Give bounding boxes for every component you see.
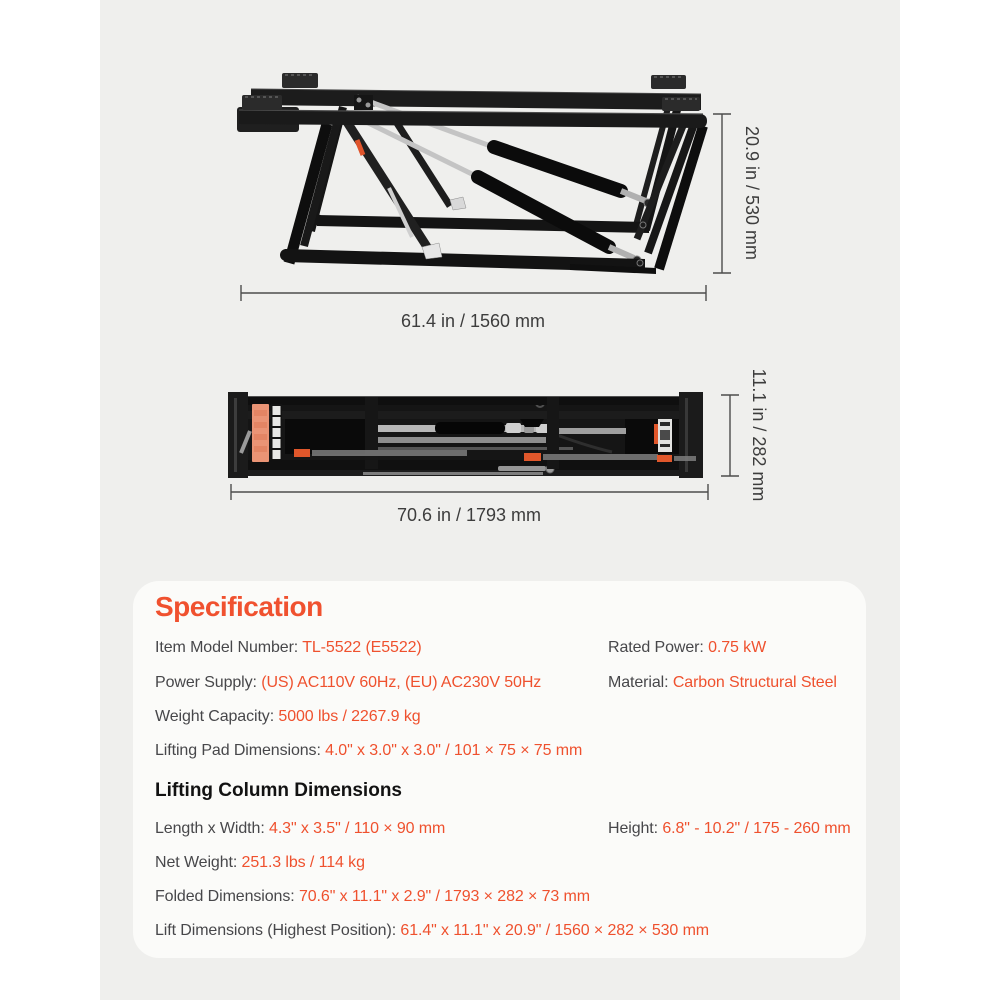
lift-arm (347, 122, 431, 253)
raised-length-dim-label: 61.4 in / 1560 mm (400, 311, 546, 331)
spec-label: Folded Dimensions: (155, 888, 299, 905)
raised-length-dimension (241, 285, 706, 301)
spec-value: 70.6" x 11.1" x 2.9" / 1793 × 282 × 73 mm (298, 888, 591, 905)
raised-height-dim-label: 20.9 in / 530 mm (742, 125, 762, 261)
folded-height-dimension (721, 395, 739, 476)
spec-value: TL-5522 (E5522) (302, 639, 422, 656)
top-rail (236, 396, 692, 405)
cross-post (365, 397, 378, 469)
raised-height-dimension (713, 114, 731, 273)
spec-label: Item Model Number: (155, 639, 303, 656)
spec-title: Specification (155, 591, 323, 622)
pivot-block (450, 197, 466, 210)
folded-lift-illustration (228, 392, 703, 478)
spec-row-lift-dimensions (155, 921, 709, 941)
spec-value: Carbon Structural Steel (672, 674, 837, 691)
spec-row-lifting-pad-dimensions (155, 741, 582, 761)
back-base-rail (317, 215, 649, 233)
spec-label: Length x Width: (155, 820, 270, 837)
specification-card (133, 581, 866, 958)
dimension-diagrams (100, 0, 900, 545)
cylinder-sleeve (435, 422, 505, 434)
spec-row-length-x-width (155, 819, 445, 839)
spec-subheading: Lifting Column Dimensions (155, 780, 402, 801)
spec-label: Lift Dimensions (Highest Position): (155, 922, 401, 939)
spec-value: 4.3" x 3.5" / 110 × 90 mm (269, 820, 446, 837)
spec-value: 5000 lbs / 2267.9 kg (278, 708, 421, 725)
spec-row-rated-power (608, 638, 766, 658)
spec-label: Rated Power: (608, 639, 709, 656)
spec-row-net-weight (155, 853, 365, 873)
spec-row-power-supply (155, 673, 541, 693)
spec-row-weight-capacity (155, 707, 421, 727)
raised-lift-illustration (237, 73, 707, 274)
bottom-rail (236, 460, 692, 470)
spec-row-folded-dimensions (155, 887, 590, 907)
mount-bracket (354, 95, 373, 110)
spec-label: Net Weight: (155, 854, 242, 871)
spec-value: (US) AC110V 60Hz, (EU) AC230V 50Hz (261, 674, 542, 691)
folded-length-dimension (231, 484, 708, 500)
spec-value: 6.8" - 10.2" / 175 - 260 mm (662, 820, 851, 837)
spec-value: 61.4" x 11.1" x 20.9" / 1560 × 282 × 530 mm (400, 922, 710, 939)
warning-strip (524, 453, 541, 461)
spec-value: 251.3 lbs / 114 kg (241, 854, 365, 871)
slide-rod (368, 437, 546, 443)
spec-row-height (608, 819, 851, 839)
warning-strip (657, 455, 672, 462)
spec-value: 0.75 kW (708, 639, 767, 656)
front-runway (239, 110, 707, 128)
folded-length-dim-label: 70.6 in / 1793 mm (396, 505, 542, 525)
spec-label: Weight Capacity: (155, 708, 279, 725)
spec-label: Material: (608, 674, 673, 691)
folded-height-dim-label: 11.1 in / 282 mm (749, 368, 769, 502)
end-post (228, 392, 248, 478)
spec-value: 4.0" x 3.0" x 3.0" / 101 × 75 × 75 mm (325, 742, 583, 759)
product-spec-page (100, 0, 900, 1000)
warning-label (252, 404, 269, 462)
end-post (679, 392, 703, 478)
warning-strip (294, 449, 310, 457)
spec-label: Height: (608, 820, 663, 837)
back-runway (251, 89, 701, 110)
spec-label: Power Supply: (155, 674, 262, 691)
spec-label: Lifting Pad Dimensions: (155, 742, 326, 759)
spec-row-material (608, 673, 837, 693)
icon-label-strip (271, 404, 282, 460)
spec-row-item-model-number (155, 638, 422, 658)
lift-arm (395, 120, 450, 206)
